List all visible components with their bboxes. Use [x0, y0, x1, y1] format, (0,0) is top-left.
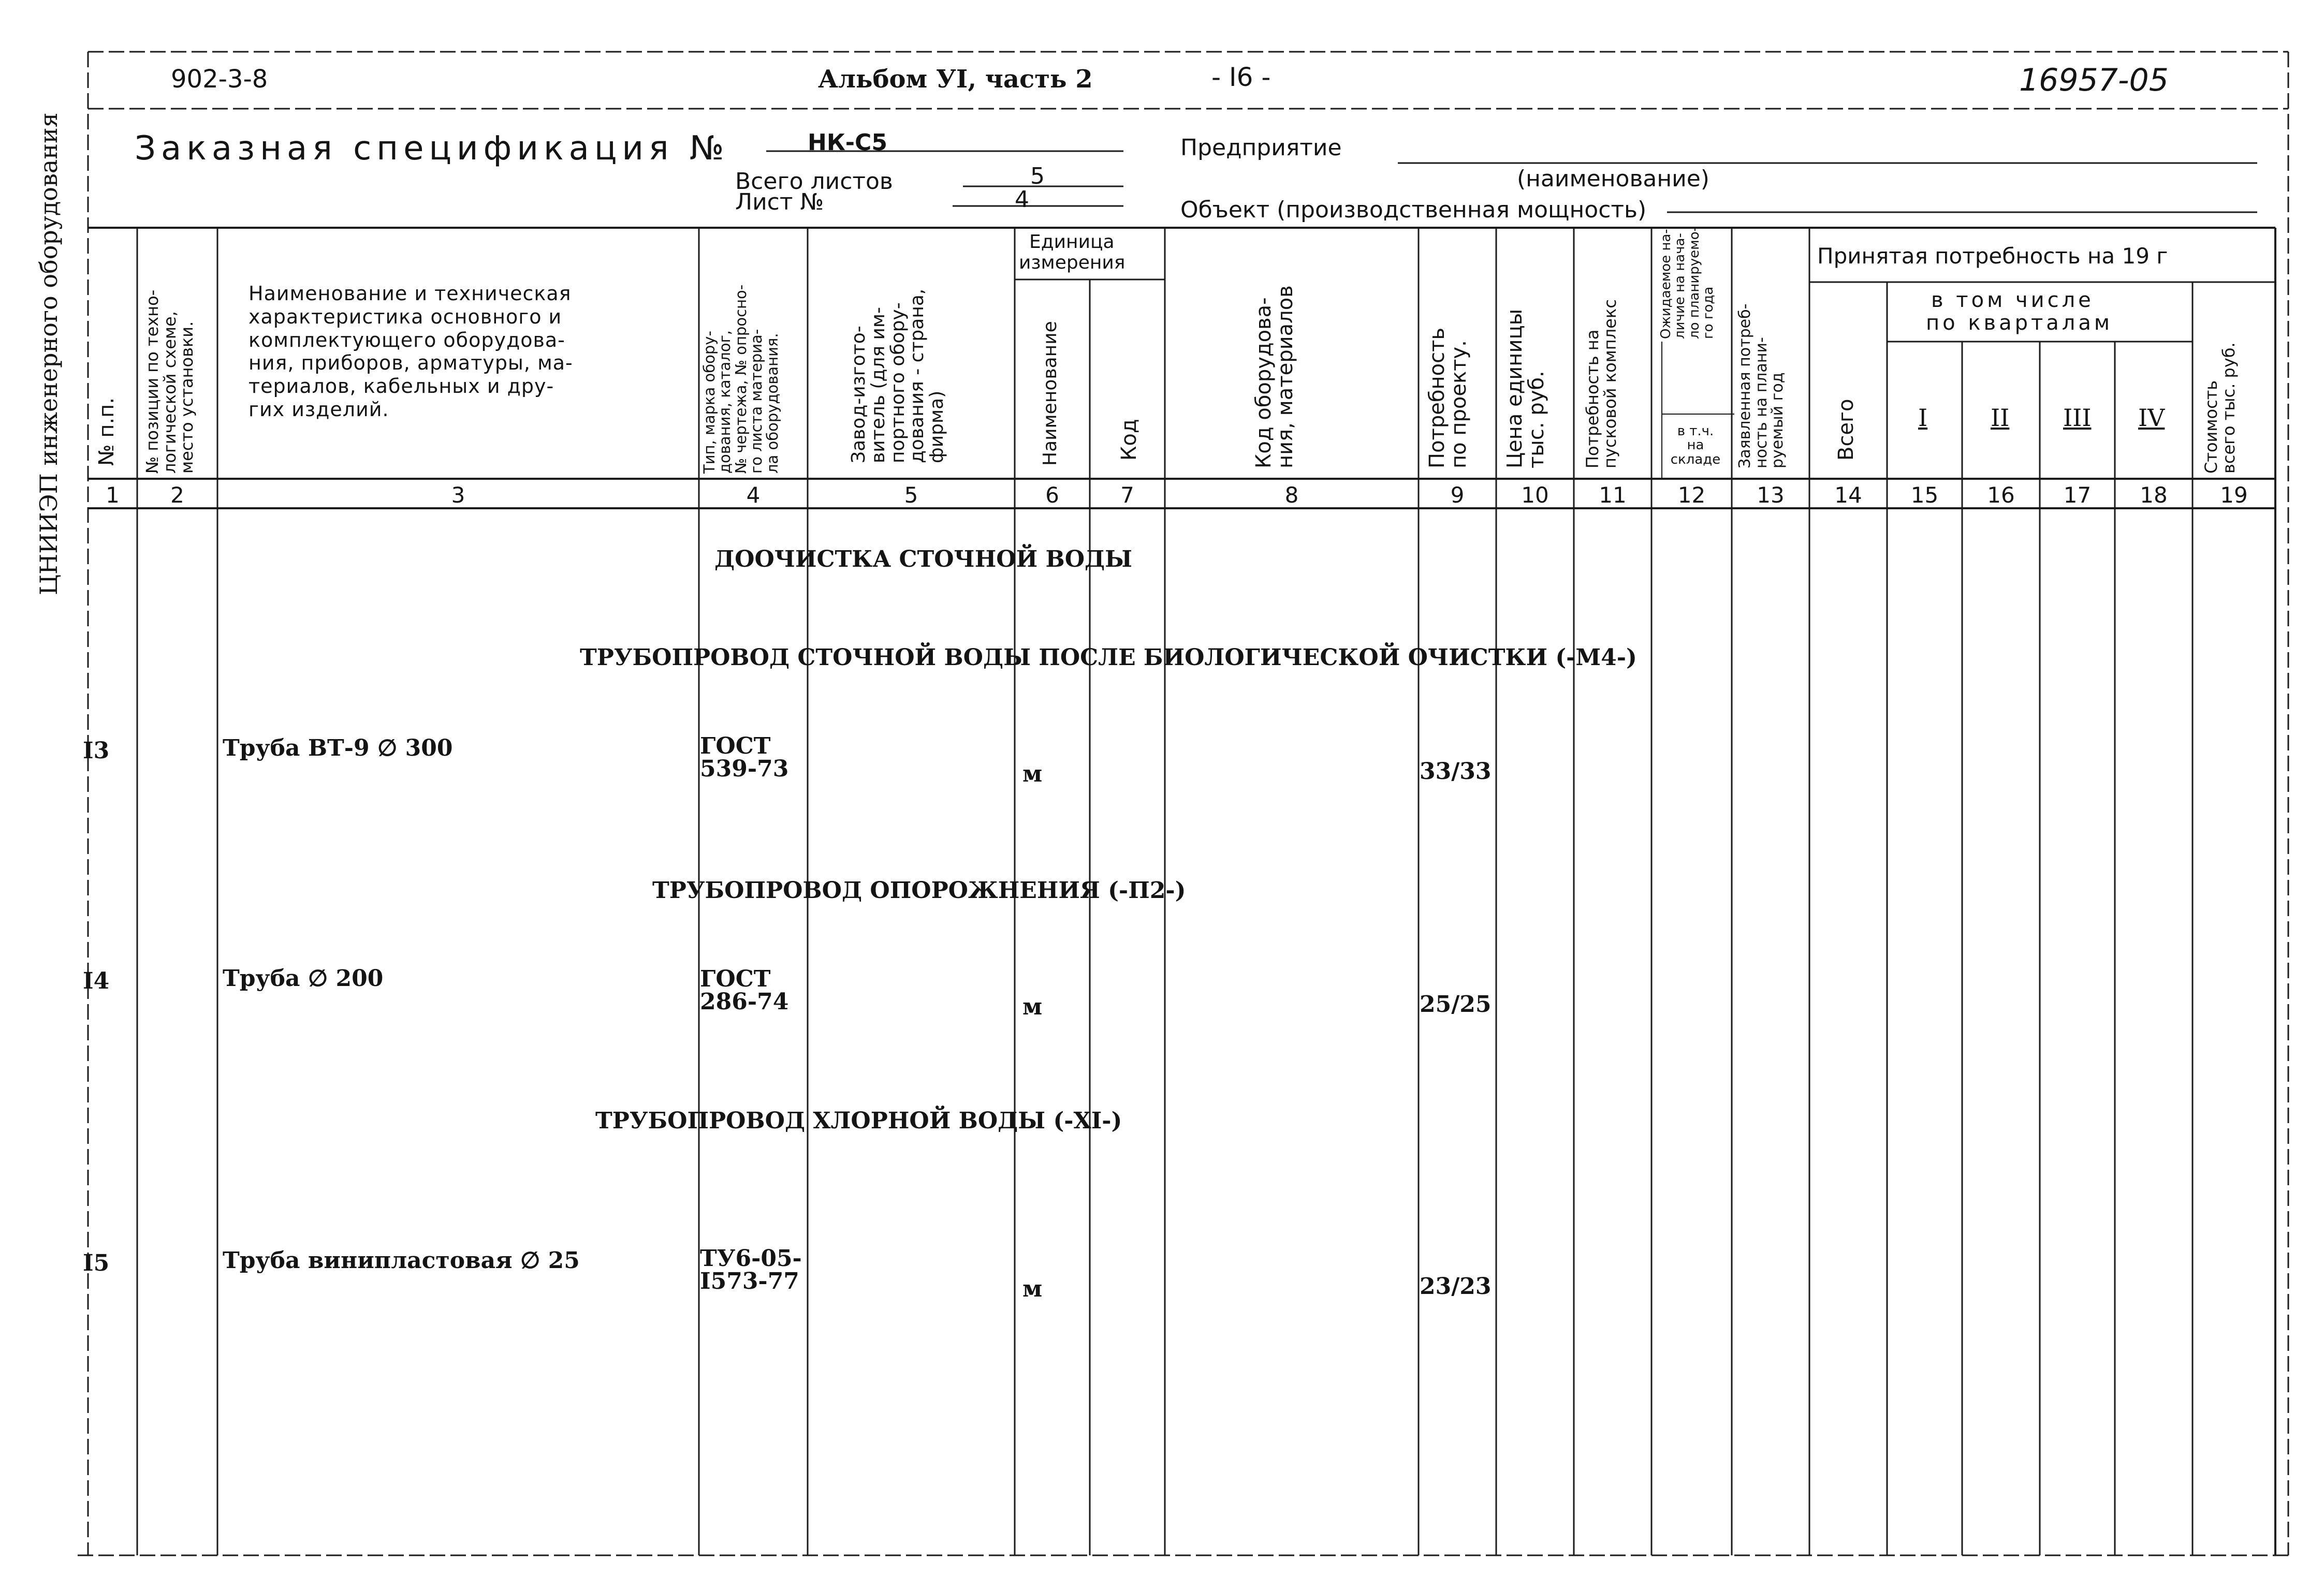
col-number: 8 [1284, 482, 1299, 508]
accepted-need-header: Принятая потребность на 19 г [1817, 243, 2168, 269]
row-number: I4 [83, 968, 110, 994]
row-need: 25/25 [1420, 991, 1492, 1018]
section-heading: ТРУБОПРОВОД ОПОРОЖНЕНИЯ (-П2-) [652, 877, 1186, 904]
col-19-header: Стоимость всего тыс. руб. [2201, 342, 2239, 474]
section-heading: ТРУБОПРОВОД СТОЧНОЙ ВОДЫ ПОСЛЕ БИОЛОГИЧЕСКОЙ ОЧИСТКИ (-М4-) [580, 644, 1637, 671]
row-type: ТУ6-05- I573-77 [700, 1245, 802, 1294]
quarter-3-header: III [2063, 404, 2092, 432]
col-12-header: Ожидаемое на- личие на нача- ло планируемо- го года [1658, 226, 1716, 339]
row-unit: м [1022, 761, 1043, 787]
album-label: Альбом УI, часть 2 [818, 65, 1093, 94]
col-5-header: Завод-изгото- витель (для им- портного обору- дования - страна, фирма) [848, 288, 948, 463]
col-4-header: Тип, марка обору- дования, каталог, № чертежа, № опросно- го листа материа- ла оборудования. [700, 284, 781, 474]
col-8-header: Код оборудова- ния, материалов [1252, 285, 1297, 468]
col-number: 3 [451, 482, 465, 508]
unit-group-header: Единица измерения [1019, 231, 1126, 273]
col-number: 15 [1910, 482, 1939, 508]
col-6-header: Наименование [1040, 321, 1061, 466]
col-3-header: Наименование и техническая характеристика основного и комплектующего оборудова- ния, приборов, арматуры, ма- териалов, кабельных и дру- гих изделий. [249, 282, 573, 421]
section-heading: ДООЧИСТКА СТОЧНОЙ ВОДЫ [714, 546, 1133, 572]
row-name: Труба винипластовая ∅ 25 [223, 1247, 580, 1274]
col-number: 14 [1834, 482, 1862, 508]
spec-number: НК-С5 [808, 129, 887, 156]
col-number: 19 [2220, 482, 2248, 508]
col-number: 18 [2140, 482, 2168, 508]
row-name: Труба ∅ 200 [223, 965, 384, 992]
col-9-header: Потребность по проекту. [1425, 327, 1471, 468]
col-14-header: Всего [1834, 399, 1858, 461]
col-13-header: Заявленная потреб- ность на плани- руемый год [1736, 303, 1787, 468]
col-7-header: Код [1117, 419, 1141, 461]
quarter-4-header: IV [2138, 404, 2165, 432]
row-type: ГОСТ 286-74 [700, 966, 789, 1015]
archive-number: 16957-05 [2019, 62, 2169, 98]
col-number: 10 [1521, 482, 1549, 508]
col-number: 9 [1450, 482, 1465, 508]
spec-title: Заказная спецификация № [135, 129, 729, 168]
col-number: 11 [1599, 482, 1627, 508]
sheet-number: 4 [1015, 186, 1029, 213]
col-number: 5 [904, 482, 918, 508]
left-stamp: ЦНИИЭП инженерного оборудования [35, 112, 63, 595]
col-number: 1 [106, 482, 120, 508]
sheets-total: 5 [1030, 163, 1045, 189]
row-number: I3 [83, 738, 110, 764]
col-12-subheader: в т.ч. на складе [1670, 423, 1721, 467]
col-number: 6 [1045, 482, 1059, 508]
sheet-label: Лист № [735, 189, 824, 215]
quarter-1-header: I [1918, 404, 1928, 432]
col-number: 13 [1757, 482, 1785, 508]
enterprise-label: Предприятие [1180, 135, 1342, 161]
row-unit: м [1022, 994, 1043, 1020]
col-number: 7 [1120, 482, 1134, 508]
row-number: I5 [83, 1250, 110, 1276]
row-name: Труба ВТ-9 ∅ 300 [223, 735, 453, 761]
quarter-2-header: II [1991, 404, 2010, 432]
col-number: 4 [746, 482, 761, 508]
row-type: ГОСТ 539-73 [700, 733, 789, 782]
col-10-header: Цена единицы тыс. руб. [1503, 308, 1548, 468]
col-number: 12 [1677, 482, 1706, 508]
page-number: - I6 - [1211, 62, 1271, 92]
section-heading: ТРУБОПРОВОД ХЛОРНОЙ ВОДЫ (-ХI-) [595, 1108, 1122, 1134]
row-need: 33/33 [1420, 758, 1492, 785]
doc-code: 902-3-8 [171, 65, 268, 94]
col-number: 16 [1987, 482, 2015, 508]
quarters-header: в том числе по кварталам [1926, 288, 2113, 335]
col-number: 2 [170, 482, 184, 508]
col-11-header: Потребность на пусковой комплекс [1583, 299, 1620, 468]
col-2-header: № позиции по техно- логической схеме, место установки. [142, 289, 197, 474]
object-label: Объект (производственная мощность) [1180, 197, 1647, 223]
naming-note: (наименование) [1517, 166, 1709, 192]
row-need: 23/23 [1420, 1273, 1492, 1300]
col-1-header: № п.п. [95, 397, 119, 466]
sheets-total-label: Всего листов [735, 168, 893, 195]
col-number: 17 [2063, 482, 2092, 508]
row-unit: м [1022, 1276, 1043, 1302]
